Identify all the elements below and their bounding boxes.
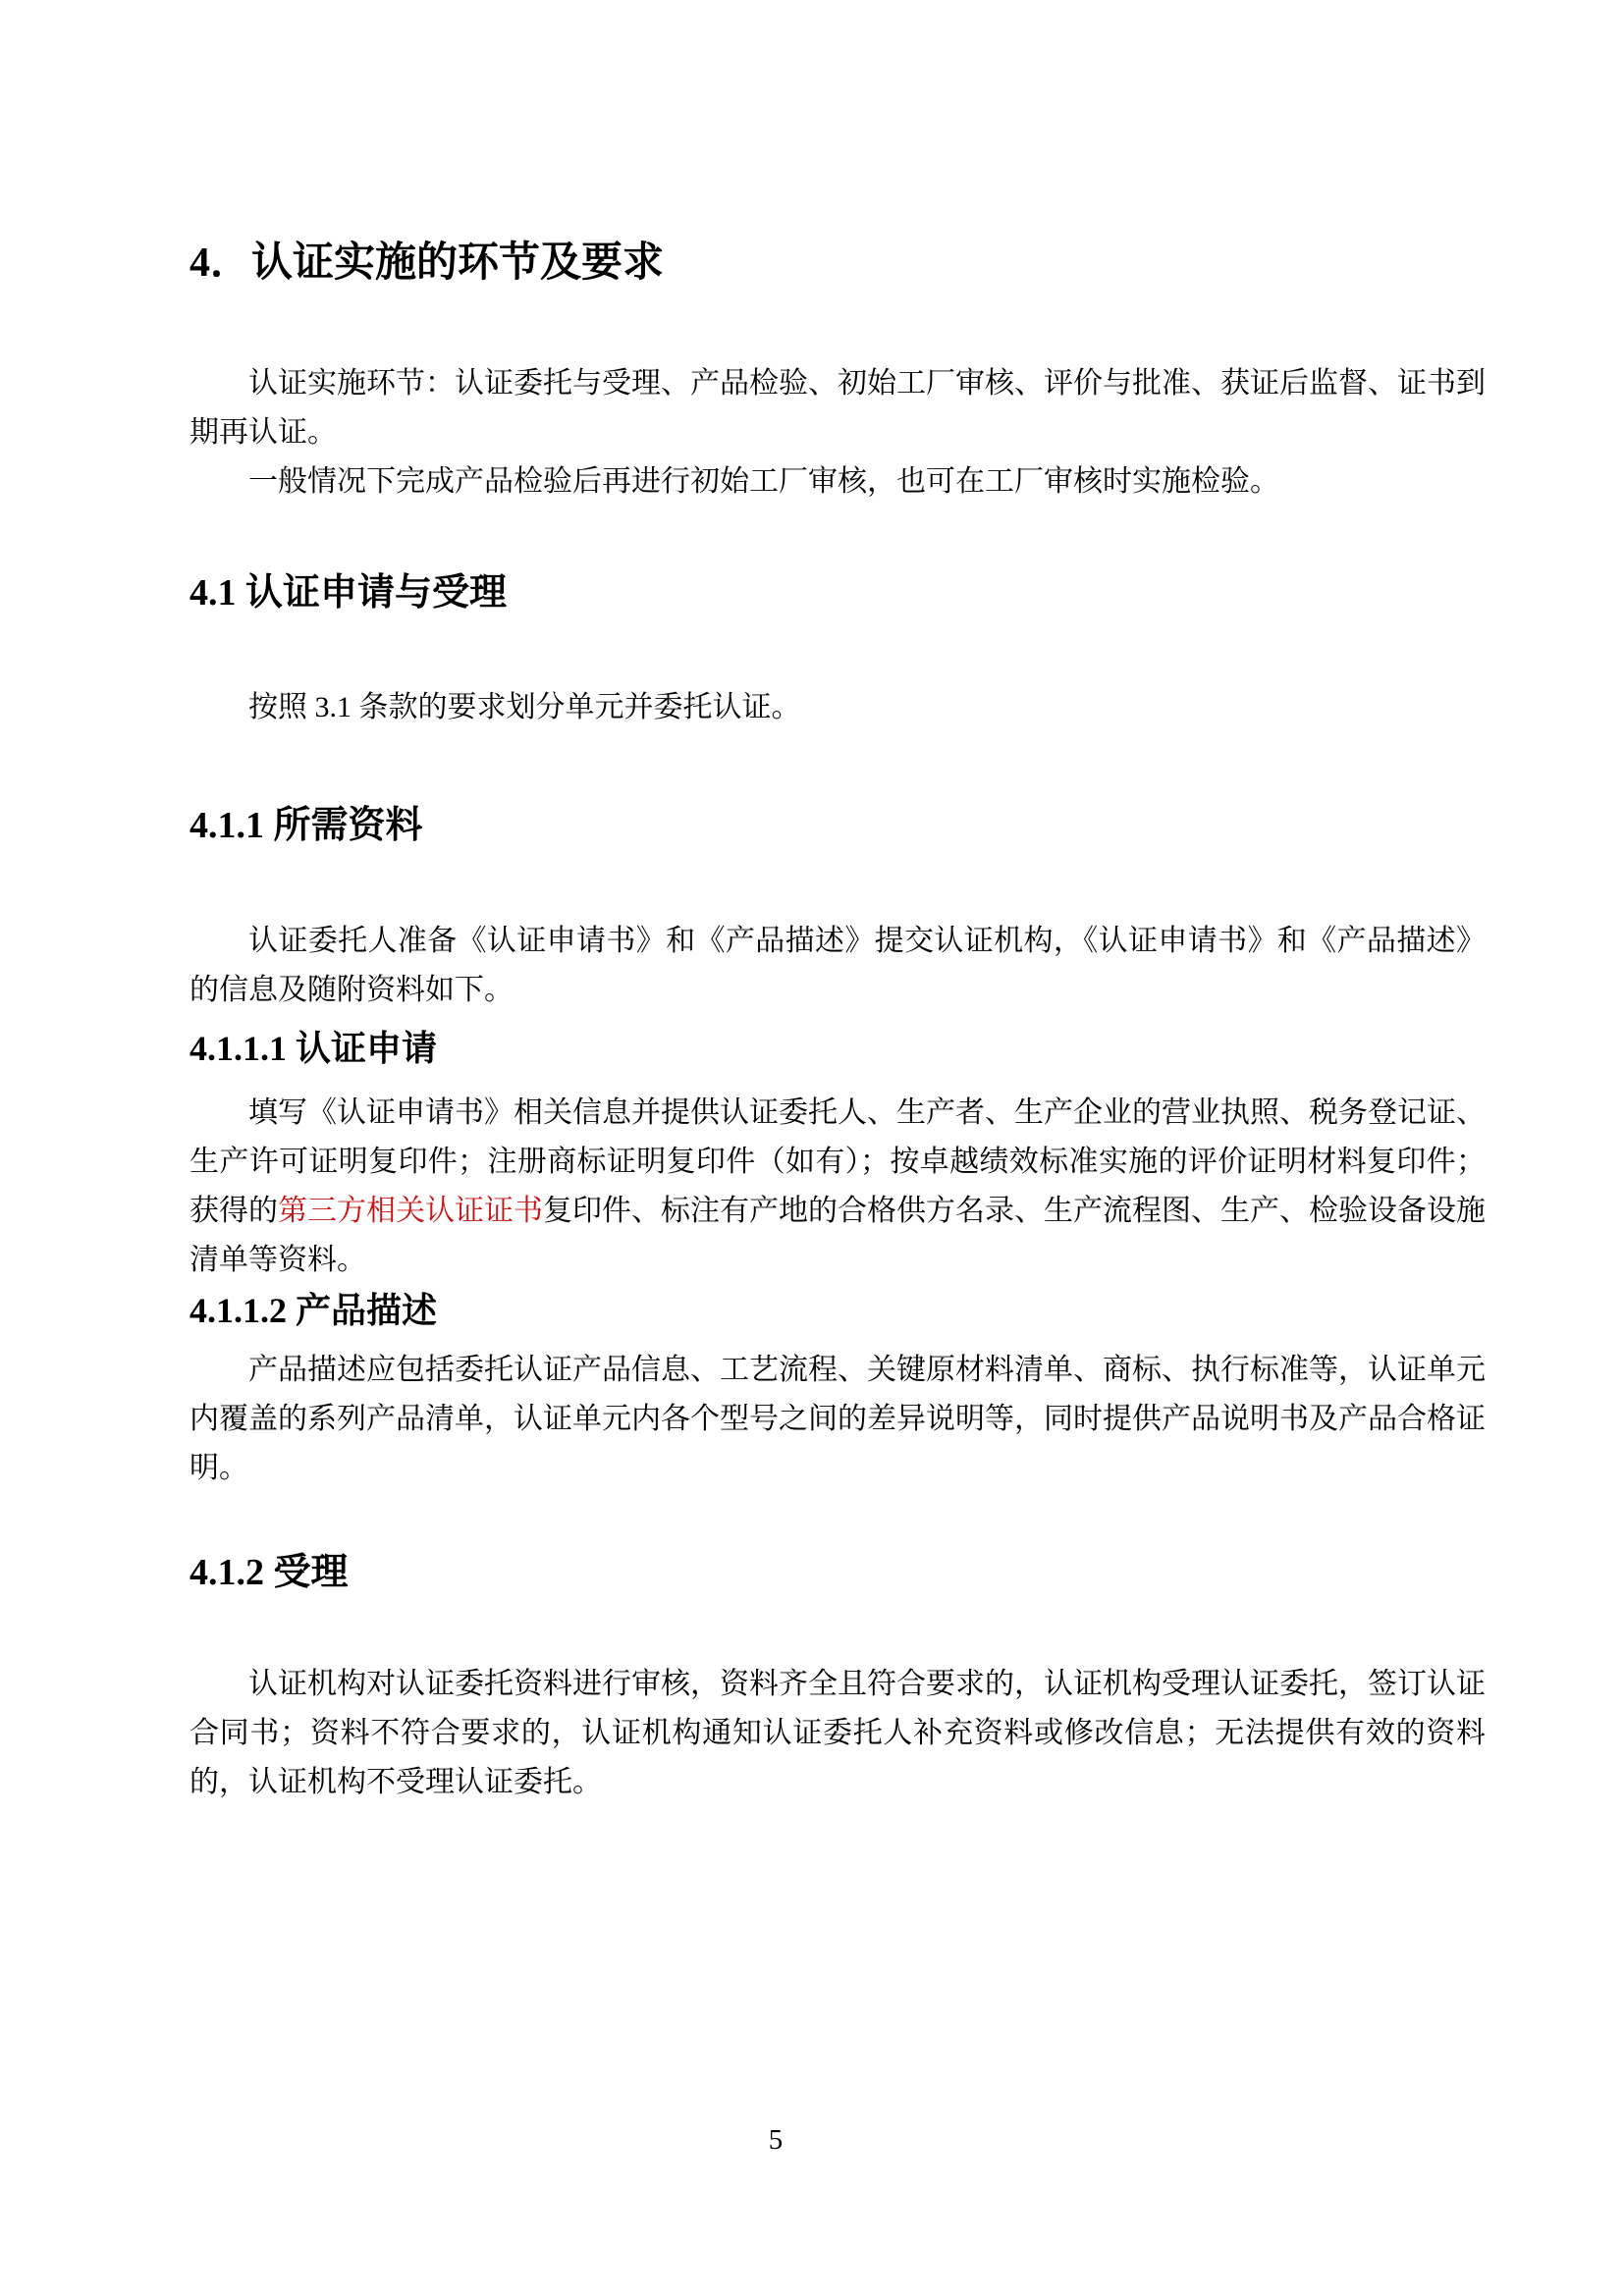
document-content <box>189 0 1486 1807</box>
red-highlight-text: 第三方相关认证证书 <box>278 1195 543 1227</box>
chapter-heading: 4．认证实施的环节及要求 <box>189 240 665 286</box>
section-4-1-1-heading: 4.1.1 所需资料 <box>189 805 423 846</box>
section-4-1-1-paragraph: 认证委托人准备《认证申请书》和《产品描述》提交认证机构，《认证申请书》和《产品描述》的信息及随附资料如下。 <box>189 925 1486 1006</box>
chapter-intro-paragraph-2: 一般情况下完成产品检验后再进行初始工厂审核，也可在工厂审核时实施检验。 <box>248 465 1279 498</box>
section-4-1-1-2-paragraph: 产品描述应包括委托认证产品信息、工艺流程、关键原材料清单、商标、执行标准等，认证单元内覆盖的系列产品清单，认证单元内各个型号之间的差异说明等，同时提供产品说明书及产品合格证明。 <box>189 1354 1486 1484</box>
section-4-1-1-2-heading: 4.1.1.2 产品描述 <box>189 1291 438 1330</box>
section-4-1-1-1-paragraph <box>189 1089 1486 1285</box>
section-4-1-paragraph: 按照 3.1 条款的要求划分单元并委托认证。 <box>248 691 801 723</box>
section-4-1-2-paragraph: 认证机构对认证委托资料进行审核，资料齐全且符合要求的，认证机构受理认证委托，签订认证合同书；资料不符合要求的，认证机构通知认证委托人补充资料或修改信息；无法提供有效的资料的，认证机构不受理认证委托。 <box>189 1668 1486 1798</box>
chapter-intro-paragraph-1: 认证实施环节：认证委托与受理、产品检验、初始工厂审核、评价与批准、获证后监督、证书到期再认证。 <box>189 367 1486 449</box>
paragraph-text-before-highlight: 填写《认证申请书》相关信息并提供认证委托人、生产者、生产企业的营业执照、税务登记证、生产许可证明复印件；注册商标证明复印件（如有）；按卓越绩效标准实施的评价证明材料复印件；获得的 <box>189 1096 1486 1227</box>
section-4-1-1-1-heading: 4.1.1.1 认证申请 <box>189 1029 438 1068</box>
paragraph-text-after-highlight: 复印件、标注有产地的合格供方名录、生产流程图、生产、检验设备设施清单等资料。 <box>189 1195 1486 1276</box>
page-number: 5 <box>768 2124 784 2156</box>
section-4-1-heading: 4.1 认证申请与受理 <box>189 572 508 614</box>
section-4-1-2-heading: 4.1.2 受理 <box>189 1552 349 1593</box>
